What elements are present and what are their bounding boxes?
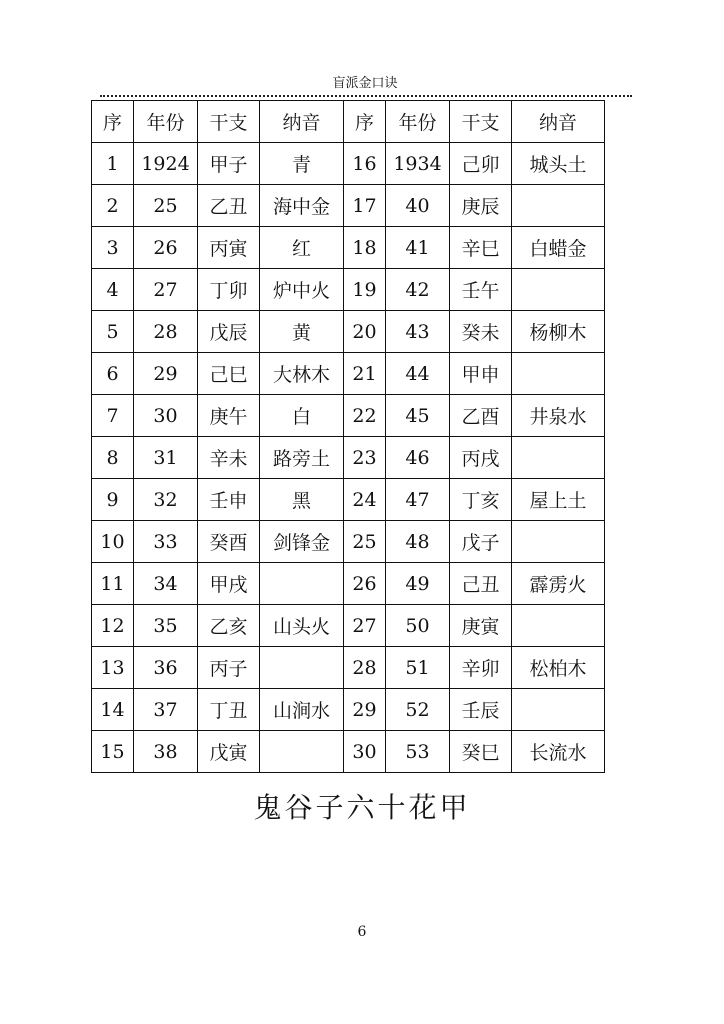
table-row: [92, 605, 605, 647]
table-cell: 36: [134, 647, 198, 689]
table-cell: 49: [386, 563, 450, 605]
table-cell: 24: [344, 479, 386, 521]
table-cell: 52: [386, 689, 450, 731]
table-cell: 甲申: [450, 353, 512, 395]
table-cell: [260, 647, 344, 689]
table-cell: 大林木: [260, 353, 344, 395]
table-cell: 2: [92, 185, 134, 227]
column-header: 纳音: [512, 101, 605, 143]
table-cell: 14: [92, 689, 134, 731]
table-cell: 13: [92, 647, 134, 689]
table-cell: [260, 731, 344, 773]
table-cell: 32: [134, 479, 198, 521]
table-header-row: [92, 101, 605, 143]
column-header: 干支: [450, 101, 512, 143]
table-row: [92, 647, 605, 689]
table-row: [92, 227, 605, 269]
table-cell: 1: [92, 143, 134, 185]
table-cell: 井泉水: [512, 395, 605, 437]
table-cell: 28: [344, 647, 386, 689]
table-cell: 15: [92, 731, 134, 773]
table-cell: 乙酉: [450, 395, 512, 437]
table-cell: [512, 353, 605, 395]
table-cell: 26: [344, 563, 386, 605]
table-cell: [512, 605, 605, 647]
table-cell: [512, 521, 605, 563]
table-cell: 城头土: [512, 143, 605, 185]
table-caption: 鬼谷子六十花甲: [253, 791, 471, 824]
table-cell: 山涧水: [260, 689, 344, 731]
table-cell: 40: [386, 185, 450, 227]
table-cell: 30: [344, 731, 386, 773]
table-row: [92, 353, 605, 395]
table-cell: 12: [92, 605, 134, 647]
table-cell: 路旁土: [260, 437, 344, 479]
table-cell: 8: [92, 437, 134, 479]
table-cell: 26: [134, 227, 198, 269]
table-cell: 癸未: [450, 311, 512, 353]
table-cell: 53: [386, 731, 450, 773]
table-cell: 屋上土: [512, 479, 605, 521]
table-row: [92, 437, 605, 479]
table-cell: 5: [92, 311, 134, 353]
table-row: [92, 731, 605, 773]
table-cell: 35: [134, 605, 198, 647]
table-cell: 28: [134, 311, 198, 353]
table-cell: 乙丑: [198, 185, 260, 227]
table-cell: [512, 185, 605, 227]
table-cell: 丙寅: [198, 227, 260, 269]
table-cell: 戊辰: [198, 311, 260, 353]
table-cell: 辛未: [198, 437, 260, 479]
table-cell: 29: [344, 689, 386, 731]
table-cell: 27: [344, 605, 386, 647]
column-header: 纳音: [260, 101, 344, 143]
table-cell: 46: [386, 437, 450, 479]
table-row: [92, 521, 605, 563]
table-cell: 庚午: [198, 395, 260, 437]
table-cell: 壬申: [198, 479, 260, 521]
table-cell: 炉中火: [260, 269, 344, 311]
header-divider: [100, 95, 632, 97]
column-header: 年份: [134, 101, 198, 143]
table-cell: 44: [386, 353, 450, 395]
table-cell: 丙子: [198, 647, 260, 689]
sexagenary-cycle-table: [91, 100, 605, 773]
table-cell: 辛卯: [450, 647, 512, 689]
table-cell: 庚辰: [450, 185, 512, 227]
table-cell: 己巳: [198, 353, 260, 395]
table-cell: [512, 689, 605, 731]
table-cell: 1924: [134, 143, 198, 185]
table-cell: 丁卯: [198, 269, 260, 311]
table-cell: 9: [92, 479, 134, 521]
table-cell: 霹雳火: [512, 563, 605, 605]
table-cell: 己丑: [450, 563, 512, 605]
table-cell: [260, 563, 344, 605]
table-row: [92, 563, 605, 605]
table-row: [92, 689, 605, 731]
table-cell: 黄: [260, 311, 344, 353]
table-cell: 长流水: [512, 731, 605, 773]
table-cell: 37: [134, 689, 198, 731]
table-cell: 25: [344, 521, 386, 563]
table-cell: 癸酉: [198, 521, 260, 563]
table-cell: 甲戌: [198, 563, 260, 605]
table-cell: 松柏木: [512, 647, 605, 689]
table-cell: 3: [92, 227, 134, 269]
table-cell: 丙戌: [450, 437, 512, 479]
table-cell: [512, 269, 605, 311]
table-cell: 庚寅: [450, 605, 512, 647]
table-cell: 7: [92, 395, 134, 437]
table-cell: 海中金: [260, 185, 344, 227]
table-cell: 红: [260, 227, 344, 269]
table-cell: 19: [344, 269, 386, 311]
table-cell: 白: [260, 395, 344, 437]
table-cell: 38: [134, 731, 198, 773]
table-cell: 22: [344, 395, 386, 437]
table-cell: 29: [134, 353, 198, 395]
table-cell: 48: [386, 521, 450, 563]
table-cell: 己卯: [450, 143, 512, 185]
table-cell: 白蜡金: [512, 227, 605, 269]
table-cell: [512, 437, 605, 479]
table-cell: 山头火: [260, 605, 344, 647]
table-cell: 剑锋金: [260, 521, 344, 563]
table-cell: 辛巳: [450, 227, 512, 269]
table-cell: 6: [92, 353, 134, 395]
table-cell: 42: [386, 269, 450, 311]
table-row: [92, 479, 605, 521]
table-cell: 16: [344, 143, 386, 185]
table-cell: 1934: [386, 143, 450, 185]
table-cell: 30: [134, 395, 198, 437]
table-cell: 黑: [260, 479, 344, 521]
table-cell: 丁亥: [450, 479, 512, 521]
column-header: 干支: [198, 101, 260, 143]
table-row: [92, 269, 605, 311]
table-cell: 33: [134, 521, 198, 563]
table-cell: 壬午: [450, 269, 512, 311]
table-cell: 20: [344, 311, 386, 353]
table-cell: 18: [344, 227, 386, 269]
table-cell: 23: [344, 437, 386, 479]
table-cell: 50: [386, 605, 450, 647]
table-cell: 31: [134, 437, 198, 479]
table-cell: 戊子: [450, 521, 512, 563]
table-cell: 10: [92, 521, 134, 563]
table-row: [92, 143, 605, 185]
table-cell: 壬辰: [450, 689, 512, 731]
table-cell: 51: [386, 647, 450, 689]
table-row: [92, 185, 605, 227]
table-cell: 34: [134, 563, 198, 605]
page-header-title: 盲派金口诀: [332, 76, 398, 91]
table-cell: 21: [344, 353, 386, 395]
table-cell: 戊寅: [198, 731, 260, 773]
table-cell: 17: [344, 185, 386, 227]
table-row: [92, 311, 605, 353]
table-cell: 4: [92, 269, 134, 311]
table-cell: 杨柳木: [512, 311, 605, 353]
table-cell: 45: [386, 395, 450, 437]
table-cell: 25: [134, 185, 198, 227]
table-row: [92, 395, 605, 437]
column-header: 年份: [386, 101, 450, 143]
table-cell: 27: [134, 269, 198, 311]
table-body: [92, 143, 605, 773]
table-cell: 41: [386, 227, 450, 269]
table-cell: 癸巳: [450, 731, 512, 773]
table-cell: 甲子: [198, 143, 260, 185]
page-number: 6: [357, 924, 367, 940]
table-cell: 乙亥: [198, 605, 260, 647]
table-cell: 丁丑: [198, 689, 260, 731]
column-header: 序: [92, 101, 134, 143]
column-header: 序: [344, 101, 386, 143]
table-cell: 青: [260, 143, 344, 185]
table-cell: 11: [92, 563, 134, 605]
table-cell: 43: [386, 311, 450, 353]
table-cell: 47: [386, 479, 450, 521]
